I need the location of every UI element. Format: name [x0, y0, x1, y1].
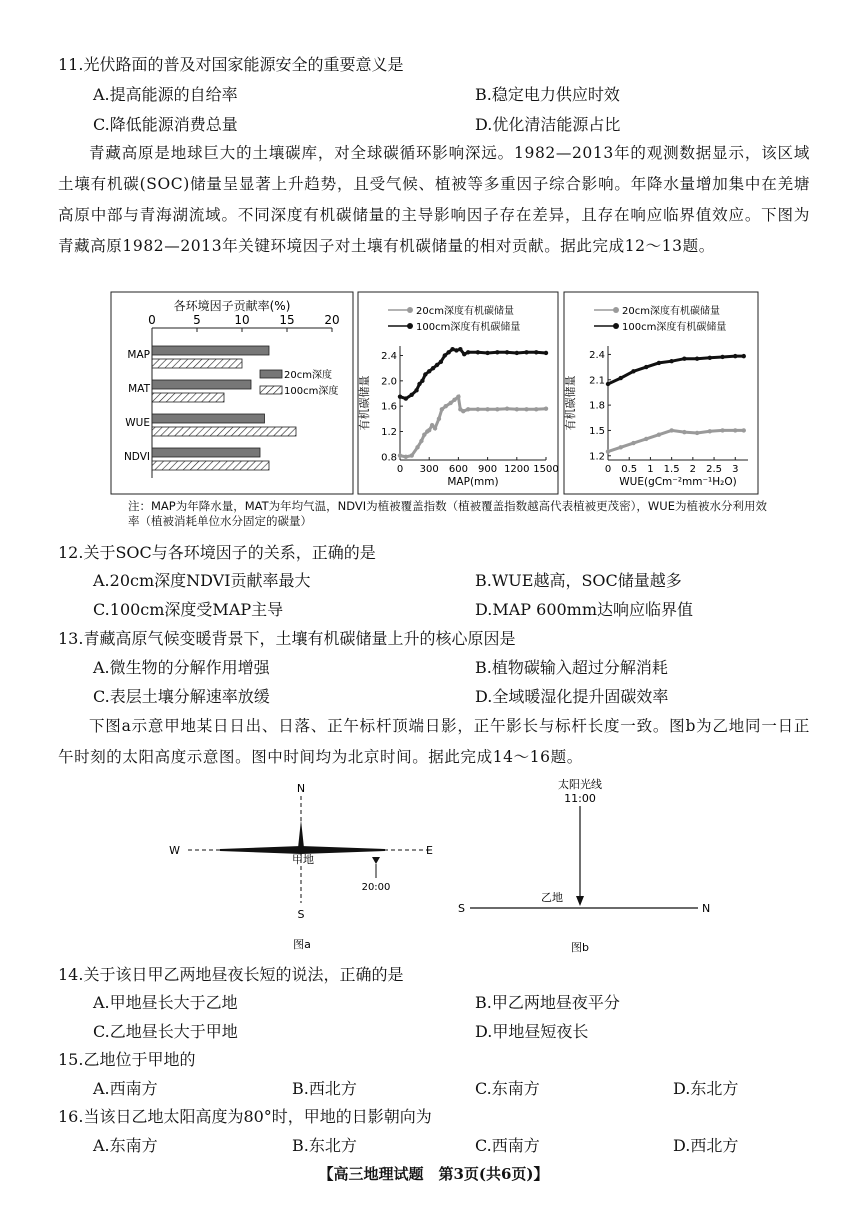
- line1-point-1-7: [427, 369, 431, 373]
- q16-option-a[interactable]: A.东南方: [93, 1136, 158, 1155]
- line2-y-tick-label-3: 2.1: [589, 375, 605, 387]
- bar-legend-label-1: 100cm深度: [284, 386, 339, 397]
- line2-x-tick-label-2: 1: [647, 464, 654, 475]
- noon-shadow: [298, 820, 304, 848]
- line2-point-1-3: [644, 365, 648, 369]
- line2-point-0-2: [631, 441, 635, 445]
- line2-point-0-10: [733, 428, 737, 432]
- bar-ndvi-100cm: [152, 461, 269, 470]
- q14-option-b[interactable]: B.甲乙两地昼夜平分: [475, 993, 620, 1012]
- line2-point-1-5: [669, 359, 673, 363]
- q11-option-b[interactable]: B.稳定电力供应时效: [475, 85, 620, 104]
- line1-point-1-14: [454, 348, 458, 352]
- line2-legend-label-1: 100cm深度有机碳储量: [622, 322, 727, 333]
- line2-point-1-7: [695, 356, 699, 360]
- q13-option-a[interactable]: A.微生物的分解作用增强: [93, 658, 270, 677]
- line2-point-0-3: [644, 437, 648, 441]
- bar-map-20cm: [152, 346, 269, 355]
- q13-option-c[interactable]: C.表层土壤分解速率放缓: [93, 687, 270, 706]
- sunset-arrow-head: [372, 857, 380, 864]
- line1-x-tick-label-3: 900: [478, 464, 498, 475]
- line1-point-1-22: [515, 351, 519, 355]
- line1-x-tick-label-5: 1500: [533, 464, 559, 475]
- bar-category-label-3: NDVI: [123, 451, 150, 463]
- bar-x-tick-label-1: 5: [193, 313, 201, 327]
- question-16-stem: 16.当该日乙地太阳高度为80°时，甲地的日影朝向为: [58, 1107, 432, 1126]
- line1-point-1-21: [505, 350, 509, 354]
- q12-option-b[interactable]: B.WUE越高，SOC储量越多: [475, 571, 682, 590]
- soc-figure: [110, 288, 760, 498]
- label-b-s: S: [458, 902, 465, 915]
- line2-point-0-7: [695, 431, 699, 435]
- q15-option-a[interactable]: A.西南方: [93, 1079, 158, 1098]
- line1-legend-label-1: 100cm深度有机碳储量: [416, 322, 521, 333]
- line2-point-1-4: [657, 361, 661, 365]
- line2-point-1-11: [742, 354, 746, 358]
- line2-point-1-0: [606, 382, 610, 386]
- q12-option-c[interactable]: C.100cm深度受MAP主导: [93, 600, 284, 619]
- label-sunray: 太阳光线: [558, 778, 602, 791]
- bar-category-label-0: MAP: [127, 349, 150, 361]
- label-n: N: [296, 782, 306, 795]
- q16-option-c[interactable]: C.西南方: [475, 1136, 540, 1155]
- line2-point-0-0: [606, 449, 610, 453]
- line2-series-20cm: [608, 430, 744, 451]
- q14-option-a[interactable]: A.甲地昼长大于乙地: [93, 993, 238, 1012]
- bar-ndvi-20cm: [152, 448, 260, 457]
- line2-point-0-4: [657, 432, 661, 436]
- line2-point-1-1: [619, 376, 623, 380]
- q13-option-d[interactable]: D.全域暖湿化提升固碳效率: [475, 687, 669, 706]
- line2-y-tick-label-4: 2.4: [589, 349, 605, 361]
- line2-y-tick-label-1: 1.5: [589, 425, 605, 437]
- line2-x-tick-label-6: 3: [732, 464, 739, 475]
- line1-point-0-26: [544, 407, 548, 411]
- bar-map-100cm: [152, 359, 242, 368]
- q15-option-c[interactable]: C.东南方: [475, 1079, 540, 1098]
- line1-point-1-16: [462, 352, 466, 356]
- line1-point-0-3: [415, 445, 419, 449]
- caption-a: 图a: [293, 938, 311, 951]
- line1-series-20cm: [400, 397, 546, 457]
- bar-chart-title: 各环境因子贡献率(%): [173, 299, 291, 313]
- line1-legend-label-0: 20cm深度有机碳储量: [416, 306, 514, 317]
- question-12-stem: 12.关于SOC与各环境因子的关系，正确的是: [58, 543, 376, 562]
- question-11-stem: 11.光伏路面的普及对国家能源安全的重要意义是: [58, 55, 404, 74]
- line2-x-tick-label-1: 0.5: [621, 464, 638, 475]
- q15-option-d[interactable]: D.东北方: [673, 1079, 739, 1098]
- bar-x-tick-label-4: 20: [324, 313, 340, 327]
- q15-option-b[interactable]: B.西北方: [292, 1079, 357, 1098]
- line1-series-100cm: [400, 349, 546, 398]
- q11-option-a[interactable]: A.提高能源的自给率: [93, 85, 238, 104]
- q12-option-a[interactable]: A.20cm深度NDVI贡献率最大: [93, 571, 311, 590]
- label-2000: 20:00: [361, 882, 391, 893]
- line2-x-tick-label-4: 2: [689, 464, 697, 475]
- line1-point-1-20: [495, 350, 499, 354]
- line2-legend-marker-1: [613, 323, 619, 329]
- line2-point-0-1: [619, 445, 623, 449]
- line1-x-tick-label-2: 600: [448, 464, 468, 475]
- line1-point-1-15: [458, 347, 462, 351]
- line2-x-label: WUE(gCm⁻²mm⁻¹H₂O): [619, 476, 737, 488]
- line1-point-1-3: [414, 388, 418, 392]
- line1-point-0-9: [433, 426, 437, 430]
- passage-sun: 下图a示意甲地某日日出、日落、正午标杆顶端日影，正午影长与标杆长度一致。图b为乙地同一日正午时刻的太阳高度示意图。图中时间均为北京时间。据此完成14～16题。: [58, 717, 810, 766]
- label-b-n: N: [702, 902, 711, 915]
- sun-ray-arrow: [576, 896, 584, 906]
- line1-point-1-5: [420, 379, 424, 383]
- figure-note: 注：MAP为年降水量，MAT为年均气温，NDVI为植被覆盖指数（植被覆盖指数越高代表植被更茂密），WUE为植被水分利用效率（植被消耗单位水分固定的碳量）: [128, 499, 767, 528]
- line1-point-0-0: [398, 453, 402, 457]
- line2-point-1-6: [682, 356, 686, 360]
- q12-option-d[interactable]: D.MAP 600mm达响应临界值: [475, 600, 694, 619]
- line1-legend-marker-0: [407, 307, 413, 313]
- figure-b: [448, 776, 728, 956]
- caption-b: 图b: [571, 941, 589, 954]
- line2-y-label: 有机碳储量: [564, 375, 577, 431]
- line1-x-tick-label-1: 300: [419, 464, 439, 475]
- line1-y-tick-label-2: 1.6: [381, 401, 397, 413]
- line1-point-1-19: [485, 351, 489, 355]
- passage-soc: 青藏高原是地球巨大的土壤碳库，对全球碳循环影响深远。1982—2013年的观测数据显示，该区域土壤有机碳(SOC)储量呈显著上升趋势，且受气候、植被等多重因子综合影响。年降水量增加集中在羌塘高原中部与青海湖流域。不同深度有机碳储量的主导影响因子存在差异，且存在响应临界值效应。下图为青藏高原1982—2013年关键环境因子对土壤有机碳储量的相对贡献。据此完成12～13题。: [58, 144, 810, 255]
- line1-y-tick-label-3: 2.0: [381, 376, 397, 388]
- line1-point-0-4: [419, 439, 423, 443]
- bar-legend-swatch-0: [260, 370, 282, 378]
- line1-point-1-11: [443, 353, 447, 357]
- bar-x-tick-label-0: 0: [148, 313, 156, 327]
- line2-y-tick-label-2: 1.8: [589, 400, 605, 412]
- bar-category-label-1: MAT: [128, 383, 150, 395]
- line1-point-1-1: [404, 396, 408, 400]
- line1-point-1-23: [524, 350, 528, 354]
- line1-point-0-23: [515, 407, 519, 411]
- line1-point-0-14: [452, 398, 456, 402]
- q16-option-d[interactable]: D.西北方: [673, 1136, 739, 1155]
- line1-point-1-10: [439, 360, 443, 364]
- line1-point-0-2: [409, 453, 413, 457]
- page-footer: 【高三地理试题 第3页(共6页)】: [318, 1165, 549, 1183]
- line2-point-0-9: [720, 428, 724, 432]
- line1-y-tick-label-1: 1.2: [381, 427, 397, 438]
- label-s: S: [297, 908, 305, 921]
- line1-point-1-18: [476, 350, 480, 354]
- question-14-stem: 14.关于该日甲乙两地昼夜长短的说法，正确的是: [58, 965, 404, 984]
- line1-point-1-9: [435, 363, 439, 367]
- bar-legend-swatch-1: [260, 386, 282, 394]
- line1-point-0-11: [440, 407, 444, 411]
- line1-point-0-13: [448, 401, 452, 405]
- label-e: E: [426, 844, 433, 857]
- line1-point-0-25: [534, 407, 538, 411]
- line1-y-label: 有机碳储量: [358, 375, 371, 431]
- bar-wue-100cm: [152, 427, 296, 436]
- q13-option-b[interactable]: B.植物碳输入超过分解消耗: [475, 658, 668, 677]
- line1-point-0-15: [456, 394, 460, 398]
- q16-option-b[interactable]: B.东北方: [292, 1136, 357, 1155]
- line1-point-0-24: [524, 407, 528, 411]
- line1-point-0-10: [437, 417, 441, 421]
- line1-point-1-2: [409, 393, 413, 397]
- bar-mat-20cm: [152, 380, 251, 389]
- line2-legend-label-0: 20cm深度有机碳储量: [622, 306, 720, 317]
- q14-option-d[interactable]: D.甲地昼短夜长: [475, 1022, 589, 1041]
- bar-wue-20cm: [152, 414, 265, 423]
- line2-point-0-5: [669, 428, 673, 432]
- line2-x-tick-label-0: 0: [604, 464, 612, 475]
- line1-point-1-13: [450, 347, 454, 351]
- figure-a: [160, 778, 460, 953]
- bar-mat-100cm: [152, 393, 224, 402]
- line2-point-0-11: [742, 428, 746, 432]
- line1-y-tick-label-4: 2.4: [381, 351, 397, 362]
- line2-point-1-9: [720, 355, 724, 359]
- line1-point-0-17: [461, 409, 465, 413]
- bar-category-label-2: WUE: [125, 417, 150, 429]
- question-13-stem: 13.青藏高原气候变暖背景下，土壤有机碳储量上升的核心原因是: [58, 629, 516, 648]
- line1-x-tick-label-4: 1200: [504, 464, 530, 475]
- q11-option-d[interactable]: D.优化清洁能源占比: [475, 115, 621, 134]
- line1-point-1-6: [423, 372, 427, 376]
- line1-legend-marker-1: [407, 323, 413, 329]
- line1-point-0-7: [427, 428, 431, 432]
- q11-option-c[interactable]: C.降低能源消费总量: [93, 115, 238, 134]
- line2-legend-marker-0: [613, 307, 619, 313]
- bar-x-tick-label-2: 10: [234, 313, 250, 327]
- line1-point-0-19: [476, 407, 480, 411]
- line2-point-1-10: [733, 354, 737, 358]
- line1-point-1-0: [398, 394, 402, 398]
- line1-x-tick-label-0: 0: [396, 464, 404, 475]
- line2-x-tick-label-5: 2.5: [706, 464, 723, 475]
- line1-point-0-20: [485, 407, 489, 411]
- question-15-stem: 15.乙地位于甲地的: [58, 1050, 196, 1069]
- bar-legend-label-0: 20cm深度: [284, 370, 332, 381]
- label-yi: 乙地: [541, 891, 563, 904]
- line1-point-1-17: [466, 350, 470, 354]
- line1-point-1-24: [534, 350, 538, 354]
- line2-x-tick-label-3: 1.5: [663, 464, 680, 475]
- line2-point-1-8: [708, 356, 712, 360]
- line2-y-tick-label-0: 1.2: [589, 451, 605, 463]
- line1-point-0-1: [404, 455, 408, 459]
- line1-point-1-8: [431, 366, 435, 370]
- line2-point-0-8: [708, 429, 712, 433]
- label-1100: 11:00: [564, 792, 596, 805]
- line1-point-0-18: [466, 407, 470, 411]
- line1-point-1-12: [446, 350, 450, 354]
- line1-point-0-22: [505, 407, 509, 411]
- bar-x-tick-label-3: 15: [279, 313, 295, 327]
- line1-y-tick-label-0: 0.8: [381, 452, 397, 464]
- line1-point-0-12: [444, 404, 448, 408]
- line1-x-label: MAP(mm): [447, 476, 499, 488]
- line2-point-1-2: [631, 369, 635, 373]
- line1-point-1-25: [544, 351, 548, 355]
- line2-point-0-6: [682, 430, 686, 434]
- line1-point-0-21: [495, 407, 499, 411]
- label-jia: 甲地: [292, 853, 314, 866]
- line2-series-100cm: [608, 356, 744, 384]
- q14-option-c[interactable]: C.乙地昼长大于甲地: [93, 1022, 238, 1041]
- label-w: W: [169, 844, 180, 857]
